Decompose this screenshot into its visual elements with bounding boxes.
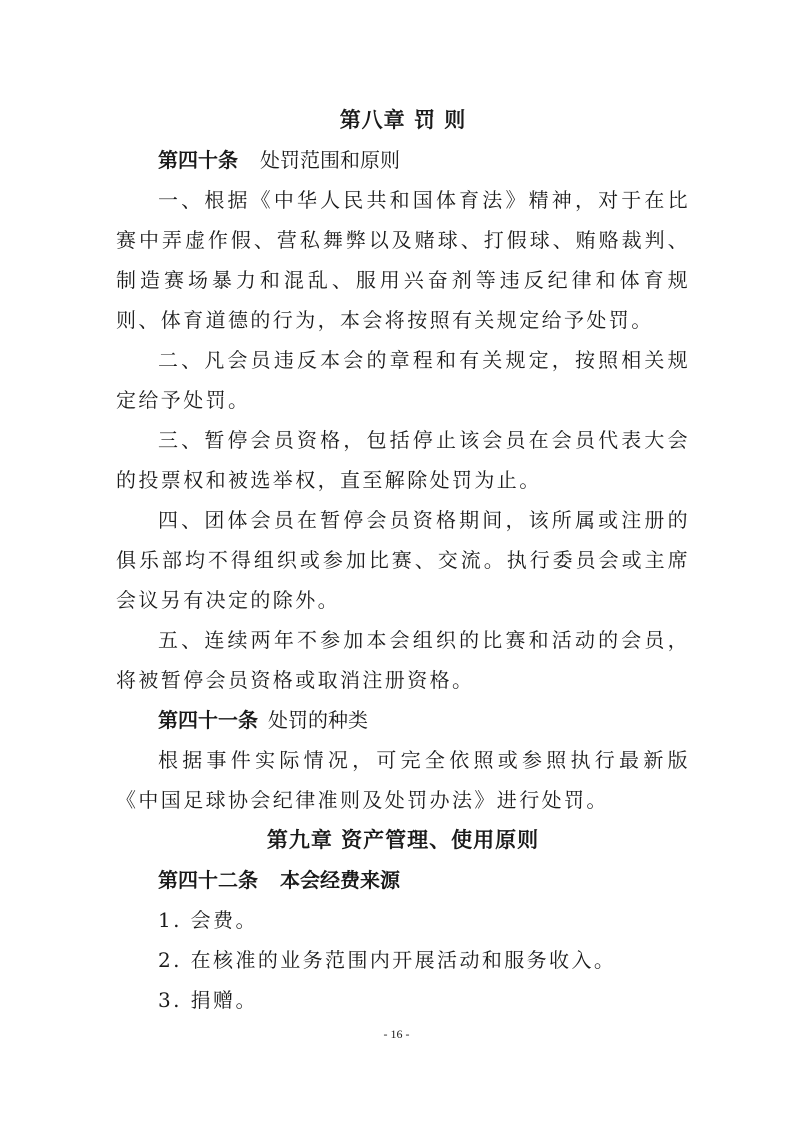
article-40-heading [116,140,690,180]
article-41-paragraph-1: 根据事件实际情况，可完全依照或参照执行最新版《中国足球协会纪律准则及处罚办法》进行处罚。 [116,748,690,812]
article-42-item-3: 3. 捐赠。 [158,988,258,1012]
article-42-item-1: 1. 会费。 [158,908,258,932]
article-42-heading [116,860,690,900]
article-42-item-2: 2. 在核准的业务范围内开展活动和服务收入。 [158,948,617,972]
article-40-paragraph-2: 二、凡会员违反本会的章程和有关规定，按照相关规定给予处罚。 [116,348,690,412]
article-40-number: 第四十条 [158,148,238,172]
article-40-paragraph-1: 一、根据《中华人民共和国体育法》精神，对于在比赛中弄虚作假、营私舞弊以及赌球、打假球、贿赂裁判、制造赛场暴力和混乱、服用兴奋剂等违反纪律和体育规则、体育道德的行为，本会将按照有关规定给予处罚。 [116,188,690,332]
article-40-paragraph-5: 五、连续两年不参加本会组织的比赛和活动的会员，将被暂停会员资格或取消注册资格。 [116,628,690,692]
page-content [116,100,690,1020]
article-42-number: 第四十二条 [158,868,258,892]
chapter-9-heading: 第九章 资产管理、使用原则 [266,827,540,852]
page-number: - 16 - [383,1027,410,1041]
article-40-paragraph-4: 四、团体会员在暂停会员资格期间，该所属或注册的俱乐部均不得组织或参加比赛、交流。执行委员会或主席会议另有决定的除外。 [116,508,690,612]
article-40-title: 处罚范围和原则 [260,148,400,172]
article-42-title: 本会经费来源 [280,868,400,892]
chapter-8-heading: 第八章 罚 则 [339,107,467,132]
article-40-paragraph-3: 三、暂停会员资格，包括停止该会员在会员代表大会的投票权和被选举权，直至解除处罚为止。 [116,428,690,492]
article-41-heading [116,700,690,740]
article-41-title: 处罚的种类 [268,708,368,732]
article-41-number: 第四十一条 [158,708,258,732]
